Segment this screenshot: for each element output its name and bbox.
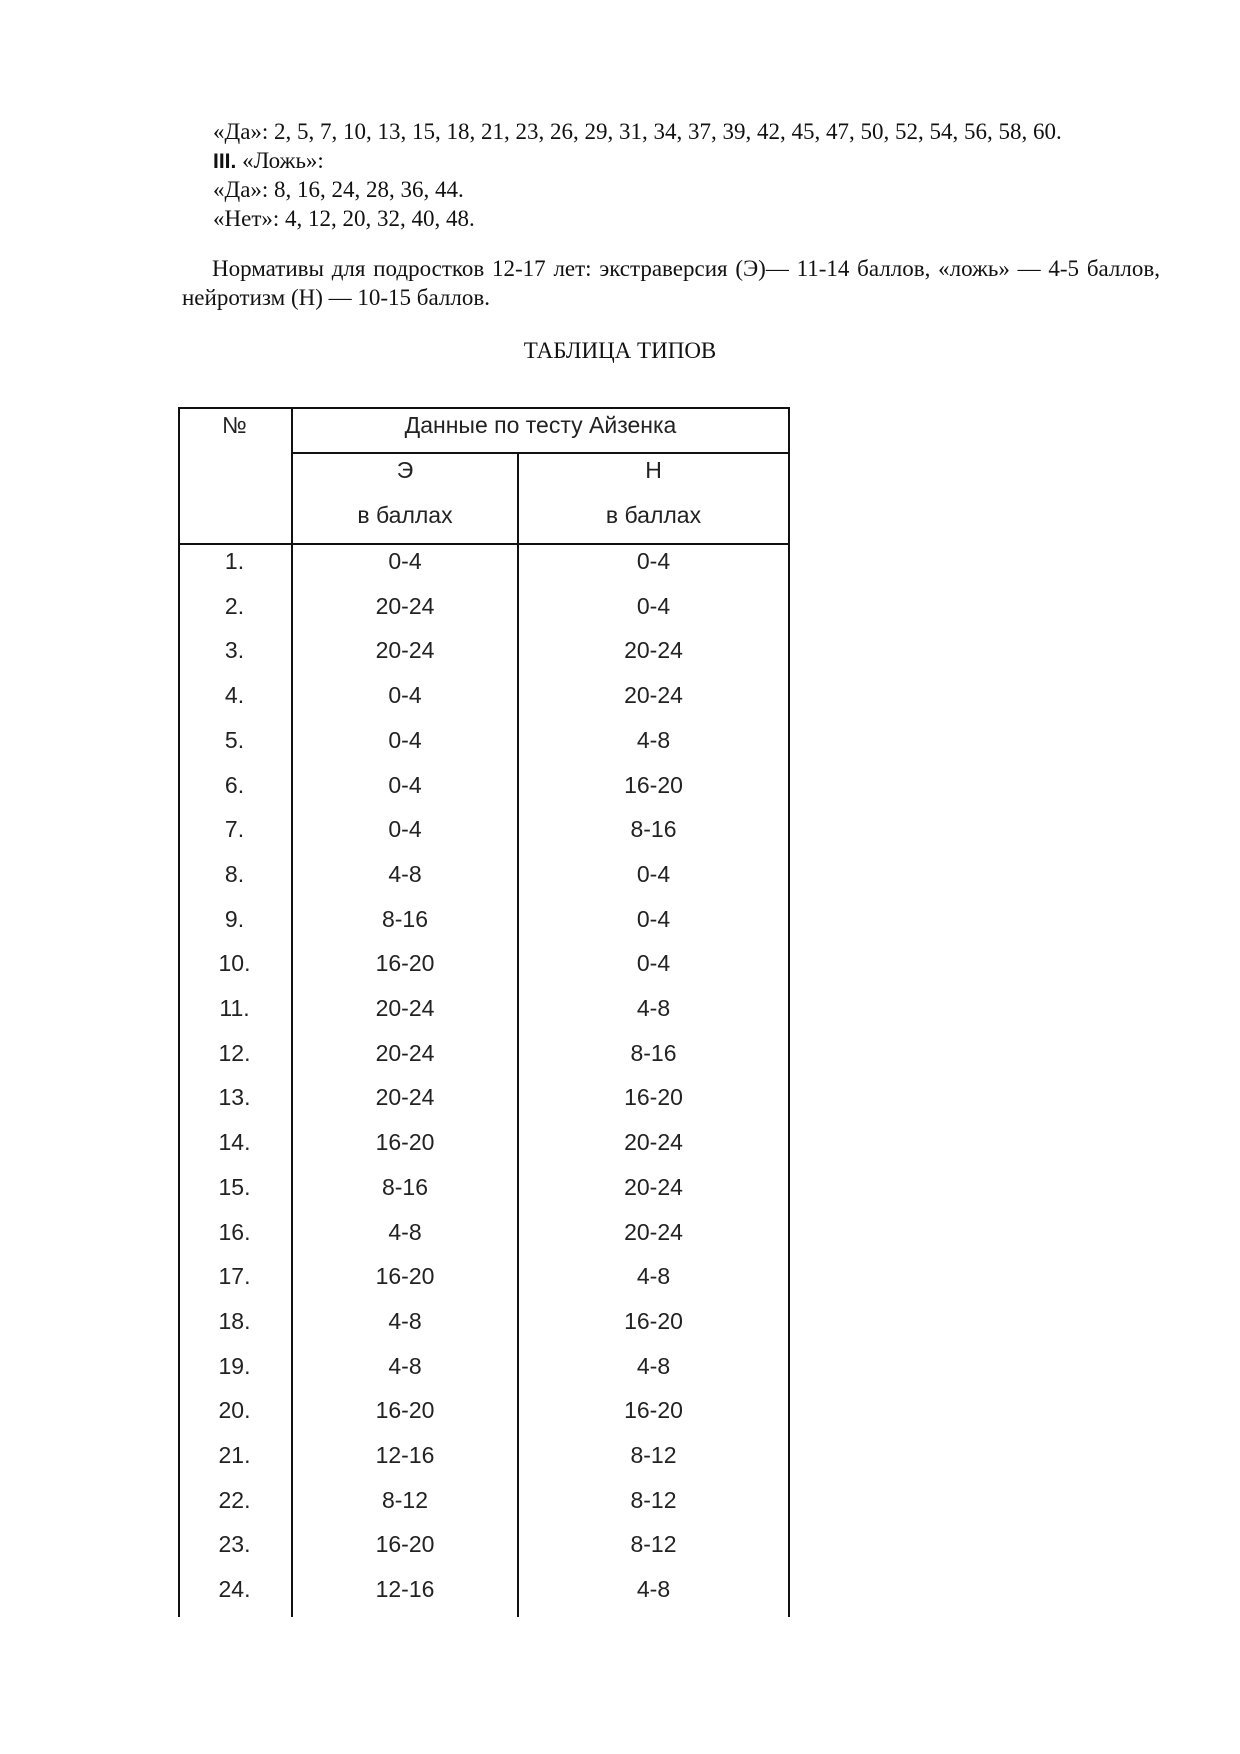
row-extraversion: 16-20 (375, 1531, 435, 1557)
table-row (178, 1529, 790, 1559)
header-neuroticism: Н (645, 457, 662, 483)
table-row (178, 1038, 790, 1068)
row-extraversion: 8-16 (381, 1174, 429, 1200)
header-neuroticism-unit: в баллах (605, 502, 702, 528)
header-number: № (222, 412, 247, 438)
header-extraversion-unit: в баллах (357, 502, 453, 528)
row-number: 16. (218, 1219, 251, 1245)
row-number: 21. (218, 1442, 251, 1468)
row-neuroticism: 4-8 (636, 727, 671, 753)
row-neuroticism: 0-4 (636, 906, 671, 932)
header-bottom-border (178, 543, 790, 545)
row-number: 23. (218, 1531, 251, 1557)
table-row (178, 1574, 790, 1604)
header-extraversion: Э (396, 457, 414, 483)
row-number: 14. (218, 1129, 251, 1155)
row-number: 2. (224, 593, 245, 619)
row-neuroticism: 4-8 (636, 995, 671, 1021)
row-number: 13. (218, 1084, 251, 1110)
table-row (178, 993, 790, 1023)
table-row (178, 1485, 790, 1515)
row-neuroticism: 16-20 (624, 772, 683, 798)
table-row (178, 1172, 790, 1202)
row-number: 8. (224, 861, 245, 887)
row-number: 18. (218, 1308, 251, 1334)
table-row (178, 680, 790, 710)
table-row (178, 1082, 790, 1112)
row-extraversion: 12-16 (375, 1442, 435, 1468)
row-neuroticism: 20-24 (624, 1174, 683, 1200)
table-row (178, 1440, 790, 1470)
row-number: 22. (218, 1487, 251, 1513)
header-group-divider (291, 452, 790, 454)
row-neuroticism: 4-8 (636, 1263, 671, 1289)
row-number: 1. (224, 548, 245, 574)
table-row (178, 1395, 790, 1425)
table-row (178, 1306, 790, 1336)
row-extraversion: 4-8 (388, 1353, 422, 1379)
table-row (178, 591, 790, 621)
row-number: 4. (224, 682, 245, 708)
row-neuroticism: 8-16 (630, 1040, 677, 1066)
table-title: ТАБЛИЦА ТИПОВ (523, 338, 717, 363)
row-neuroticism: 8-12 (630, 1487, 677, 1513)
row-number: 11. (219, 995, 250, 1021)
row-extraversion: 20-24 (375, 995, 435, 1021)
row-neuroticism: 8-12 (630, 1442, 677, 1468)
row-extraversion: 8-16 (381, 906, 429, 932)
row-extraversion: 20-24 (375, 637, 435, 663)
row-number: 5. (224, 727, 245, 753)
row-extraversion: 0-4 (388, 682, 422, 708)
section-lie-title: «Ложь»: (236, 148, 324, 173)
row-extraversion: 0-4 (388, 772, 422, 798)
lie-no-line: «Нет»: 4, 12, 20, 32, 40, 48. (213, 206, 475, 231)
row-neuroticism: 0-4 (636, 593, 671, 619)
table-row (178, 859, 790, 889)
row-number: 7. (224, 816, 245, 842)
table-row (178, 770, 790, 800)
table-row (178, 546, 790, 576)
table-top-border (178, 407, 790, 409)
row-number: 10. (218, 950, 251, 976)
lie-yes-line: «Да»: 8, 16, 24, 28, 36, 44. (213, 177, 464, 202)
norms-paragraph: Нормативы для подростков 12-17 лет: экстраверсия (Э)— 11-14 баллов, «ложь» — 4-5 баллов, нейротизм (Н) — 10-15 баллов. (182, 256, 1160, 310)
row-neuroticism: 8-12 (630, 1531, 677, 1557)
answer-key-yes-line: «Да»: 2, 5, 7, 10, 13, 15, 18, 21, 23, 26, 29, 31, 34, 37, 39, 42, 45, 47, 50, 52, 54, 56, 58, 60. (213, 119, 1062, 144)
section-roman-numeral: III. (213, 150, 237, 173)
row-extraversion: 20-24 (375, 593, 435, 619)
row-extraversion: 0-4 (388, 548, 422, 574)
row-extraversion: 16-20 (375, 1397, 435, 1423)
row-number: 3. (224, 637, 245, 663)
table-row (178, 1351, 790, 1381)
row-neuroticism: 16-20 (624, 1084, 683, 1110)
section-lie-heading (213, 147, 324, 176)
row-extraversion: 16-20 (375, 1263, 435, 1289)
row-extraversion: 4-8 (388, 1308, 422, 1334)
row-number: 17. (218, 1263, 251, 1289)
row-extraversion: 20-24 (375, 1084, 435, 1110)
table-row (178, 1127, 790, 1157)
table-row (178, 904, 790, 934)
types-table (178, 407, 790, 1617)
row-number: 9. (224, 906, 245, 932)
row-neuroticism: 16-20 (624, 1397, 683, 1423)
row-neuroticism: 4-8 (636, 1576, 671, 1602)
row-neuroticism: 0-4 (636, 548, 671, 574)
table-row (178, 948, 790, 978)
row-extraversion: 12-16 (375, 1576, 435, 1602)
row-number: 24. (218, 1576, 251, 1602)
table-row (178, 725, 790, 755)
row-neuroticism: 20-24 (624, 1129, 683, 1155)
row-neuroticism: 20-24 (624, 682, 683, 708)
row-extraversion: 20-24 (375, 1040, 435, 1066)
row-extraversion: 16-20 (375, 950, 435, 976)
row-neuroticism: 4-8 (636, 1353, 671, 1379)
row-extraversion: 16-20 (375, 1129, 435, 1155)
row-neuroticism: 0-4 (636, 861, 671, 887)
row-neuroticism: 20-24 (624, 637, 683, 663)
row-extraversion: 4-8 (388, 861, 422, 887)
row-number: 19. (218, 1353, 251, 1379)
row-neuroticism: 16-20 (624, 1308, 683, 1334)
row-neuroticism: 0-4 (636, 950, 671, 976)
row-neuroticism: 20-24 (624, 1219, 683, 1245)
row-extraversion: 0-4 (388, 816, 422, 842)
row-number: 6. (224, 772, 245, 798)
header-eysenck-data: Данные по тесту Айзенка (404, 412, 677, 438)
table-row (178, 1261, 790, 1291)
row-extraversion: 4-8 (388, 1219, 422, 1245)
row-number: 15. (218, 1174, 251, 1200)
table-row (178, 635, 790, 665)
row-extraversion: 0-4 (388, 727, 422, 753)
row-number: 12. (218, 1040, 251, 1066)
row-neuroticism: 8-16 (630, 816, 677, 842)
table-row (178, 1217, 790, 1247)
row-extraversion: 8-12 (381, 1487, 429, 1513)
table-row (178, 814, 790, 844)
row-number: 20. (218, 1397, 251, 1423)
